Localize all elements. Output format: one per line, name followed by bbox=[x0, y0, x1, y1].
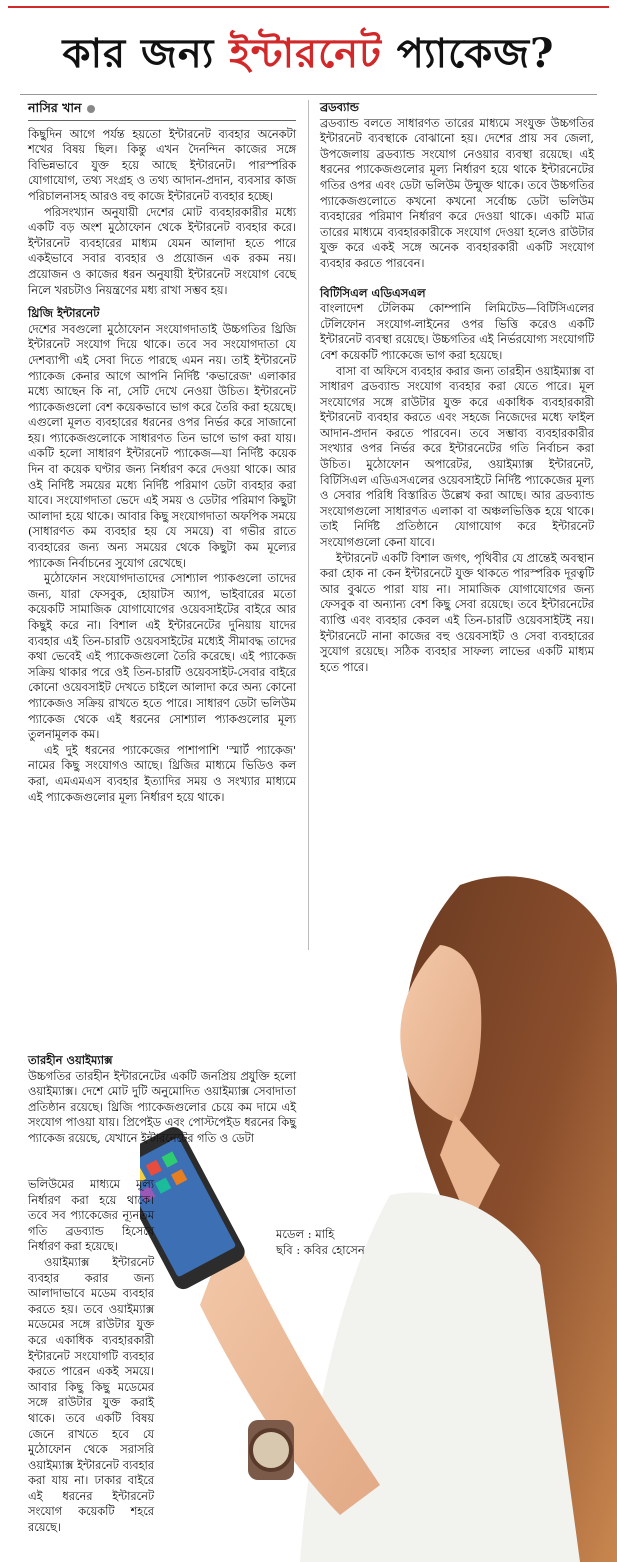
byline-rule bbox=[28, 120, 296, 121]
watch-face bbox=[251, 1430, 291, 1470]
wimax-section bbox=[28, 1053, 296, 1147]
column-divider bbox=[308, 100, 309, 950]
headline-part1: কার জন্য bbox=[62, 30, 230, 77]
right-column bbox=[320, 100, 594, 675]
photo-credit bbox=[276, 1226, 365, 1258]
btcl-paragraph-2: বাসা বা অফিসে ব্যবহার করার জন্য তারহীন ওয়াইম্যাক্স বা সাধারণ ব্রডব্যান্ড সংযোগ ব্যবহার করা যেতে পারে। মূল সংযোগের সঙ্গে রাউটার যুক্ত করে একাধিক ব্যবহারকারী ইন্টারনেট ব্যবহার করতে এবং সহজে নিজেদের মধ্যে ফাইল আদান-প্রদান করতে পারবেন। তবে সম্ভাব্য ব্যবহারকারীর সংখ্যার ওপর নির্ভর করে ইন্টারনেটের গতি নির্বাচন করা উচিত। মুঠোফোন অপারেটর, ওয়াইম্যাক্স ইন্টারনেট, বিটিসিএল এডিএসএলের ওয়েবসাইটে নির্দিষ্ট প্যাকেজের মূল্য ও সেবার পরিধি বিস্তারিত উল্লেখ করা আছে। আর ব্রডব্যান্ড সংযোগগুলো সাধারণত এলাকা বা অঞ্চলভিত্তিক হয়ে থাকে। তাই নির্দিষ্ট প্রতিষ্ঠানে যোগাযোগ করে ইন্টারনেট সংযোগগুলো কেনা যাবে। bbox=[320, 364, 594, 550]
headline bbox=[0, 18, 617, 90]
author-name: নাসির খান bbox=[28, 100, 82, 115]
model-credit: মডেল : মাহি bbox=[276, 1227, 335, 1241]
model-photo bbox=[140, 865, 617, 1562]
intro-paragraph-1: কিছুদিন আগে পর্যন্ত হয়তো ইন্টারনেট ব্যবহার অনেকটা শখের বিষয় ছিল। কিন্তু এখন দৈনন্দিন কাজের সঙ্গে বিভিন্নভাবে যুক্ত হয়ে আছে ইন্টারনেট। পারস্পরিক যোগাযোগ, তথ্য সংগ্রহ ও তথ্য আদান-প্রদান, ব্যবসার কাজ পরিচালনাসহ আরও বহু কাজে ইন্টারনেট ব্যবহার হচ্ছে। bbox=[28, 127, 296, 203]
intro-paragraph-2: পরিসংখ্যান অনুযায়ী দেশের মোট ব্যবহারকারীর মধ্যে একটি বড় অংশ মুঠোফোন থেকে ইন্টারনেট ব্যবহার করে। ইন্টারনেট ব্যবহারের মাধ্যম যেমন আলাদা হতে পারে একইভাবে সবার ব্যবহার ও প্রয়োজন এক রকম নয়। প্রয়োজন ও কাজের ধরন অনুযায়ী ইন্টারনেট সংযোগ বেছে নিলে খরচটাও নিয়ন্ত্রণের মধ্য রাখা সম্ভব হয়। bbox=[28, 205, 296, 297]
byline-dot-icon bbox=[87, 105, 95, 113]
section-heading-wimax: তারহীন ওয়াইম্যাক্স bbox=[28, 1053, 113, 1067]
section-heading-btcl: বিটিসিএল এডিএসএল bbox=[320, 285, 426, 300]
3g-paragraph-2: মুঠোফোন সংযোগদাতাদের সোশ্যাল প্যাকগুলো তাদের জন্য, যারা ফেসবুক, হোয়াটস অ্যাপ, ভাইবারের মতো কয়েকটি সামাজিক যোগাযোগের ওয়েবসাইটের বাইরে আর কিছুই করে না। বিশাল এই ইন্টারনেটের দুনিয়ায় যাদের ব্যবহার এই তিন-চারটি ওয়েবসাইটের মধ্যেই সীমাবদ্ধ তাদের কথা ভেবেই এই প্যাকেজগুলো তৈরি করেছে। এই প্যাকেজ সক্রিয় থাকার পরে ওই তিন-চারটি ওয়েবসাইট-সেবার বাইরে কোনো ওয়েবসাইট দেখতে চাইলে আলাদা করে অন্য কোনো প্যাকেজও সক্রিয় রাখতে হতে পারে। সাধারণ ডেটা ভলিউম প্যাকেজ থেকে এই ধরনের সোশ্যাল প্যাকগুলোর মূল্য তুলনামূলক কম। bbox=[28, 572, 296, 742]
wimax-paragraph-1: উচ্চগতির তারহীন ইন্টারনেটের একটি জনপ্রিয় প্রযুক্তি হলো ওয়াইম্যাক্স। দেশে মোট দুটি অনুমোদিত ওয়াইম্যাক্স সেবাদাতা প্রতিষ্ঠান রয়েছে। থ্রিজি প্যাকেজগুলোর চেয়ে কম দামে এই সংযোগ পাওয়া যায়। প্রিপেইড এবং পোস্টপেইড ধরনের কিছু প্যাকেজ রয়েছে, যেখানে ইন্টারনেটের গতি ও ডেটা bbox=[28, 1069, 296, 1145]
byline bbox=[28, 100, 296, 116]
wimax-paragraph-3: ওয়াইম্যাক্স ইন্টারনেট ব্যবহার করার জন্য আলাদাভাবে মডেম ব্যবহার করতে হয়। তবে ওয়াইম্যাক্স মডেমের সঙ্গে রাউটার যুক্ত করে একাধিক ব্যবহারকারী ইন্টারনেট সংযোগটি ব্যবহার করতে পারেন একই সময়ে। আবার কিছু কিছু মডেমের সঙ্গে রাউটার যুক্ত করাই থাকে। তবে একটি বিষয় জেনে রাখতে হবে যে মুঠোফোন থেকে সরাসরি ওয়াইম্যাক্স ইন্টারনেট ব্যবহার করা যায় না। ঢাকার বাইরে এই ধরনের ইন্টারনেট সংযোগ কয়েকটি শহরে রয়েছে। bbox=[28, 1255, 154, 1535]
3g-paragraph-1: দেশের সবগুলো মুঠোফোন সংযোগদাতাই উচ্চগতির থ্রিজি ইন্টারনেট সংযোগ দিয়ে থাকে। তবে সব সংযোগদাতা যে দেশব্যাপী এই সেবা দিতে পারছে এমন নয়। তাই ইন্টারনেট প্যাকেজ কেনার আগে আপনি নির্দিষ্ট 'কভারেজ' এলাকার মধ্যে আছেন কি না, সেটি দেখে নেওয়া উচিত। ইন্টারনেট প্যাকেজগুলো বেশ কয়েকভাবে ভাগ করে তৈরি করা হয়েছে। এগুলো মূলত ব্যবহারের ধরনের ওপর নির্ভর করে সাজানো হয়। প্যাকেজগুলোকে সাধারণত তিন ভাগে ভাগ করা যায়। একটি হলো সাধারণ ইন্টারনেট প্যাকেজ—যা নির্দিষ্ট কয়েক দিন বা কয়েক ঘণ্টার জন্য নির্ধারণ করে দেওয়া থাকে। আর ওই নির্দিষ্ট সময়ের মধ্যে নির্দিষ্ট পরিমাণ ডেটা ব্যবহার করা যাবে। সংযোগদাতা ভেদে এই সময় ও ডেটার পরিমাণ কিছুটা আলাদা হয়ে থাকে। আবার কিছু সংযোগদাতা অফপিক সময়ে (সাধারণত কম ব্যবহার হয় যে সময়ে) বা গভীর রাতে ব্যবহারের জন্য অন্য সময়ের থেকে কিছুটা কম মূল্যের প্যাকেজ নির্বাচনের সুযোগ রেখেছে। bbox=[28, 322, 296, 570]
headline-accent: ইন্টারনেট bbox=[229, 30, 382, 77]
section-heading-3g: থ্রিজি ইন্টারনেট bbox=[28, 306, 100, 321]
wimax-narrow-column bbox=[28, 1177, 154, 1536]
broadband-paragraph: ব্রডব্যান্ড বলতে সাধারণত তারের মাধ্যমে সংযুক্ত উচ্চগতির ইন্টারনেট ব্যবস্থাকে বোঝানো হয়। দেশের প্রায় সব জেলা, উপজেলায় ব্রডব্যান্ড সংযোগ নেওয়ার ব্যবস্থা রয়েছে। এই ধরনের প্যাকেজগুলোর মূল্য নির্ধারণ হয়ে থাকে ইন্টারনেটের গতির ওপর এবং ডেটা ভলিউম উন্মুক্ত থাকে। তবে উচ্চগতির প্যাকেজগুলোতে কখনো কখনো সর্বোচ্চ ডেটা ভলিউম ব্যবহারের পরিমাণ নির্ধারণ করে দেওয়া থাকে। একটি মাত্র তারের মাধ্যমে ব্যবহারকারীকে সংযোগ দেওয়া হলেও রাউটার যুক্ত করে একই সঙ্গে অনেক ব্যবহারকারী একটি সংযোগ ব্যবহার করতে পারবেন। bbox=[320, 116, 594, 270]
headline-part2: প্যাকেজ? bbox=[381, 30, 555, 77]
left-column bbox=[28, 100, 296, 805]
3g-paragraph-3: এই দুই ধরনের প্যাকেজের পাশাপাশি 'স্মার্ট প্যাকেজ' নামের কিছু সংযোগও আছে। থ্রিজির মাধ্যমে ভিডিও কল করা, এমএমএস ব্যবহার ইত্যাদির সময় ও সংখ্যার মাধ্যমে এই প্যাকেজগুলোর মূল্য নির্ধারণ হয়ে থাকে। bbox=[28, 743, 296, 804]
wimax-paragraph-2: ভলিউমের মাধ্যমে মূল্য নির্ধারণ করা হয়ে থাকে। তবে সব প্যাকেজের ন্যূনতম গতি ব্রডব্যান্ড হিসেবে নির্ধারণ করা হয়েছে। bbox=[28, 1178, 154, 1254]
section-heading-broadband: ব্রডব্যান্ড bbox=[320, 100, 359, 114]
top-rule bbox=[8, 6, 609, 8]
photographer-credit: ছবি : কবির হোসেন bbox=[276, 1243, 365, 1257]
btcl-paragraph-1: বাংলাদেশ টেলিকম কোম্পানি লিমিটেড—বিটিসিএলের টেলিফোন সংযোগ-লাইনের ওপর ভিত্তি করেও একটি ইন্টারনেট ব্যবস্থা রয়েছে। উচ্চগতির এই নির্ভরযোগ্য সংযোগটি বেশ কয়েকটি প্যাকেজে ভাগ করা হয়েছে। bbox=[320, 302, 594, 362]
btcl-paragraph-3: ইন্টারনেট একটি বিশাল জগৎ, পৃথিবীর যে প্রান্তেই অবস্থান করা হোক না কেন ইন্টারনেটে যুক্ত থাকতে পারস্পরিক দূরত্বটি আর বুঝতে পারা যায় না। সামাজিক যোগাযোগের জন্য ফেসবুক বা অন্যান্য বেশ কিছু সেবা রয়েছে। তবে ইন্টারনেটের ব্যাপ্তি এবং ব্যবহার কেবল এই তিন-চারটি ওয়েবসাইটই নয়। ইন্টারনেটে নানা কাজের বহু ওয়েবসাইট ও সেবা ব্যবহারের সুযোগ রয়েছে। সঠিক ব্যবহার সাফল্য লাভের একটি মাধ্যম হতে পারে। bbox=[320, 551, 594, 674]
headline-rule bbox=[20, 94, 597, 95]
